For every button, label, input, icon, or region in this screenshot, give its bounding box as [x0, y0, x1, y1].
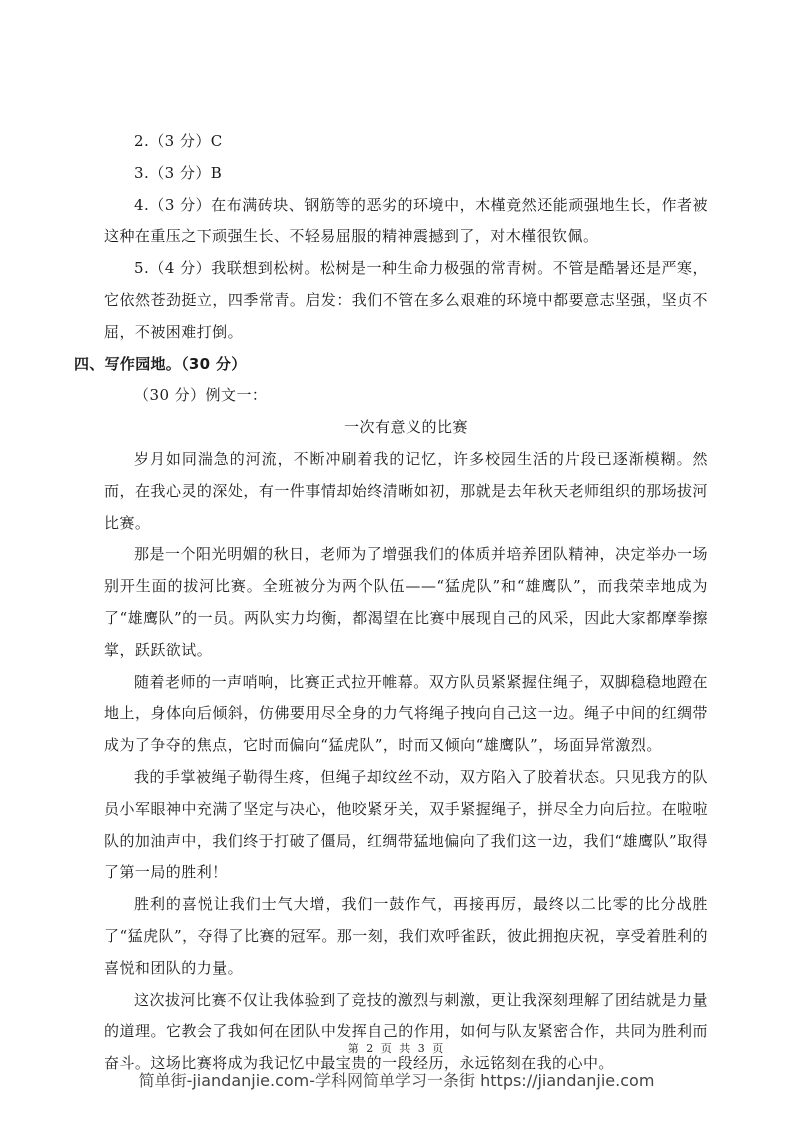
essay-paragraph: 这次拔河比赛不仅让我体验到了竞技的激烈与刺激，更让我深刻理解了团结就是力量的道理。它教会了我如何在团队中发挥自己的作用，如何与队友紧密合作，共同为胜利而奋斗。这场比赛将成为我记忆中最宝贵的一段经历，永远铭刻在我的心中。	[104, 990, 708, 1073]
answer-item-5: 5.（4 分）我联想到松树。松树是一种生命力极强的常青树。不管是酷暑还是严寒，它依然苍劲挺立，四季常青。启发：我们不管在多么艰难的环境中都要意志坚强，坚贞不屈，不被困难打倒。	[104, 259, 708, 341]
essay-paragraph: 那是一个阳光明媚的秋日，老师为了增强我们的体质并培养团队精神，决定举办一场别开生面的拔河比赛。全班被分为两个队伍——“猛虎队”和“雄鹰队”，而我荣幸地成为了“雄鹰队”的一员。两队实力均衡，都渴望在比赛中展现自己的风采，因此大家都摩拳擦掌，跃跃欲试。	[104, 545, 708, 659]
essay-paragraph: 胜利的喜悦让我们士气大增，我们一鼓作气，再接再厉，最终以二比零的比分战胜了“猛虎队”，夺得了比赛的冠军。那一刻，我们欢呼雀跃，彼此拥抱庆祝，享受着胜利的喜悦和团队的力量。	[104, 895, 708, 977]
document-page	[74, 126, 708, 1080]
page-indicator: 第 2 页 共 3 页	[347, 1042, 446, 1055]
watermark-footer: 简单街-jiandanjie.com-学科网简单学习一条街 https://jiandanjie.com	[138, 1071, 655, 1090]
section-intro: （30 分）例文一：	[134, 386, 268, 405]
essay-paragraph: 随着老师的一声哨响，比赛正式拉开帷幕。双方队员紧紧握住绳子，双脚稳稳地蹬在地上，身体向后倾斜，仿佛要用尽全身的力气将绳子拽向自己这一边。绳子中间的红绸带成为了争夺的焦点，它时而偏向“猛虎队”，时而又倾向“雄鹰队”，场面异常激烈。	[104, 672, 708, 755]
answer-item-4: 4.（3 分）在布满砖块、钢筋等的恶劣的环境中，木槿竟然还能顽强地生长，作者被这种在重压之下顽强生长、不轻易屈服的精神震撼到了，对木槿很钦佩。	[104, 195, 708, 246]
essay-title: 一次有意义的比赛	[343, 418, 468, 437]
essay-paragraph: 岁月如同湍急的河流，不断冲刷着我的记忆，许多校园生活的片段已逐渐模糊。然而，在我心灵的深处，有一件事情却始终清晰如初，那就是去年秋天老师组织的那场拔河比赛。	[104, 449, 708, 532]
essay-paragraph: 我的手掌被绳子勒得生疼，但绳子却纹丝不动，双方陷入了胶着状态。只见我方的队员小军眼神中充满了坚定与决心，他咬紧牙关，双手紧握绳子，拼尽全力向后拉。在啦啦队的加油声中，我们终于打破了僵局，红绸带猛地偏向了我们这一边，我们“雄鹰队”取得了第一局的胜利！	[104, 767, 708, 882]
answer-item-2: 2.（3 分）C	[134, 132, 223, 150]
answer-item-3: 3.（3 分）B	[134, 163, 223, 182]
section-title: 四、写作园地。（30 分）	[74, 354, 247, 373]
